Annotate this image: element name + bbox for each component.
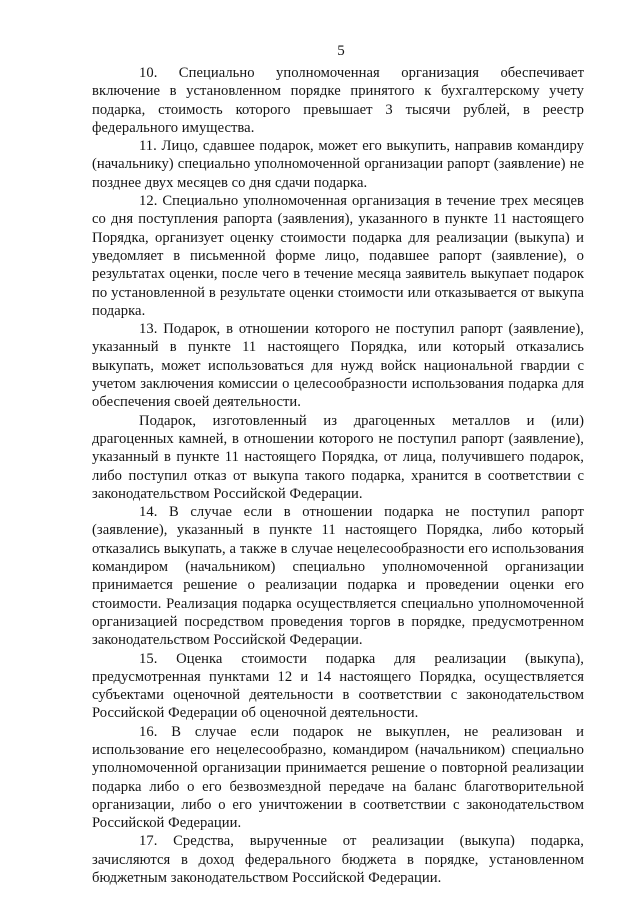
paragraph-16: 16. В случае если подарок не выкуплен, не реализован и использование его нецелесообразно, командиром (начальником) специально уполномоченной организации принимается решение о повторной реализации подарка либо о его безвозмездной передаче на баланс благотворительной организации, либо о его уничтожении в соответствии с законодательством Российской Федерации. xyxy=(92,723,584,832)
document-body xyxy=(92,64,584,887)
paragraph-11: 11. Лицо, сдавшее подарок, может его выкупить, направив командиру (начальнику) специально уполномоченной организации рапорт (заявление) не позднее двух месяцев со дня сдачи подарка. xyxy=(92,138,584,191)
page-number: 5 xyxy=(337,43,345,59)
paragraph-15: 15. Оценка стоимости подарка для реализации (выкупа), предусмотренная пунктами 12 и 14 настоящего Порядка, осуществляется субъектами оценочной деятельности в соответствии с законодательством Российской Федерации об оценочной деятельности. xyxy=(92,650,584,722)
paragraph-12: 12. Специально уполномоченная организация в течение трех месяцев со дня поступления рапорта (заявления), указанного в пункте 11 настоящего Порядка, организует оценку стоимости подарка для реализации (выкупа) и уведомляет в письменной форме лицо, подавшее рапорт (заявление), о результатах оценки, после чего в течение месяца заявитель выкупает подарок по установленной в результате оценки стоимости или отказывается от выкупа подарка. xyxy=(92,193,584,319)
paragraph-14: 14. В случае если в отношении подарка не поступил рапорт (заявление), указанный в пункте 11 настоящего Порядка, либо который отказались выкупать, а также в случае нецелесообразности его использования командиром (начальником) специально уполномоченной организации принимается решение о реализации подарка и проведении оценки его стоимости. Реализация подарка осуществляется специально уполномоченной организацией посредством проведения торгов в порядке, предусмотренном законодательством Российской Федерации. xyxy=(92,504,584,649)
paragraph-13-precious-metals: Подарок, изготовленный из драгоценных металлов и (или) драгоценных камней, в отношении которого не поступил рапорт (заявление), указанный в пункте 11 настоящего Порядка, от лица, получившего подарок, либо поступил отказ от выкупа такого подарка, хранится в соответствии с законодательством Российской Федерации. xyxy=(92,412,584,502)
paragraph-10: 10. Специально уполномоченная организация обеспечивает включение в установленном порядке принятого к бухгалтерскому учету подарка, стоимость которого превышает 3 тысячи рублей, в реестр федерального имущества. xyxy=(92,65,584,136)
paragraph-13: 13. Подарок, в отношении которого не поступил рапорт (заявление), указанный в пункте 11 настоящего Порядка, или который отказались выкупать, может использоваться для нужд войск национальной гвардии с учетом заключения комиссии о целесообразности использования подарка для обеспечения своей деятельности. xyxy=(92,321,584,411)
paragraph-17: 17. Средства, вырученные от реализации (выкупа) подарка, зачисляются в доход федерального бюджета в порядке, установленном бюджетным законодательством Российской Федерации. xyxy=(92,833,584,887)
